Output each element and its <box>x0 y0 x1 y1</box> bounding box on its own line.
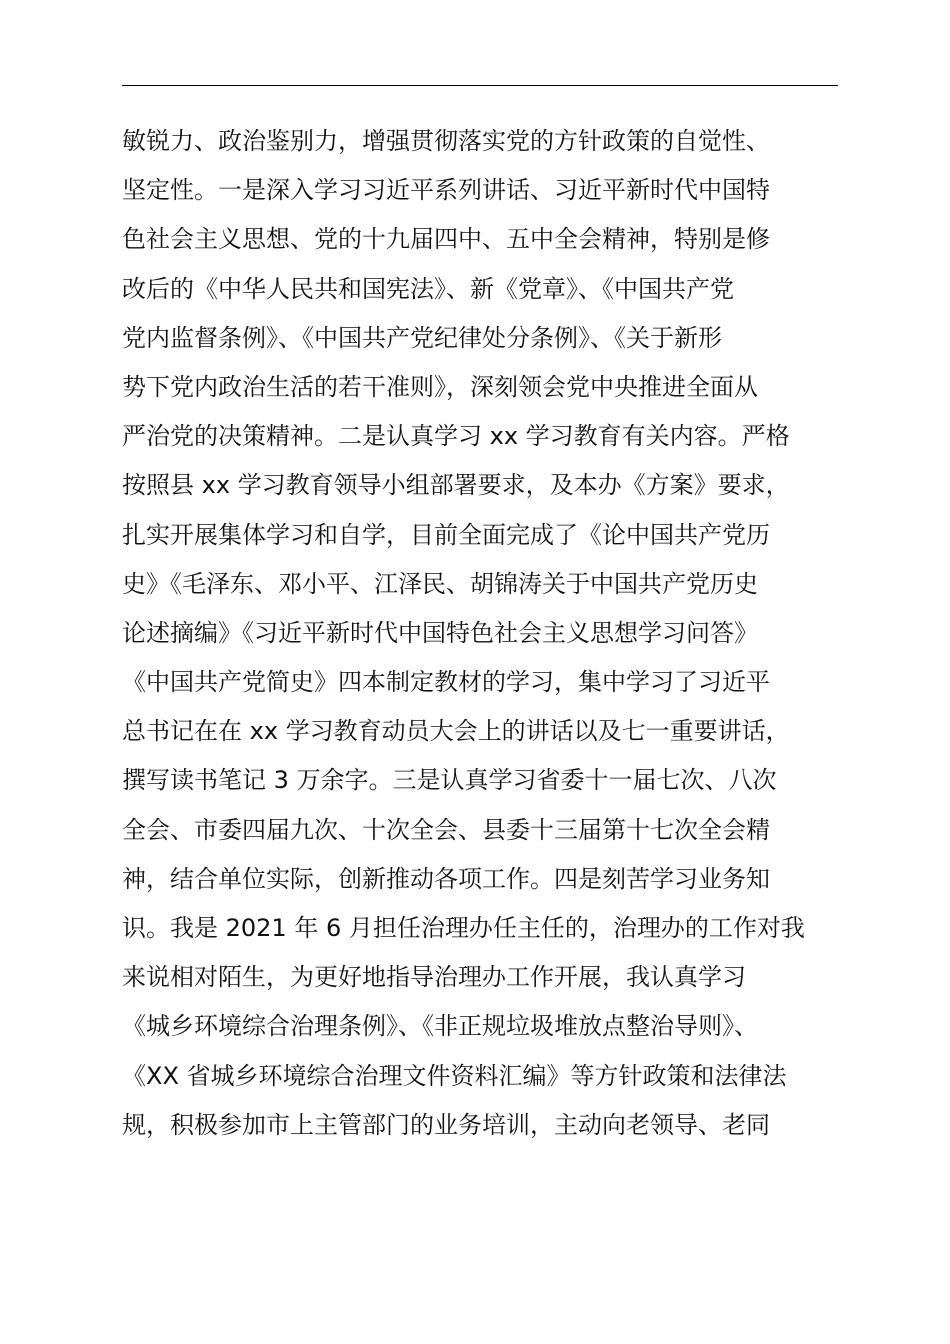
text-line: 识。我是 2021 年 6 月担任治理办任主任的，治理办的工作对我 <box>122 914 805 942</box>
text-line: 史》《毛泽东、邓小平、江泽民、胡锦涛关于中国共产党历史 <box>122 569 758 598</box>
text-line: 党内监督条例》、《中国共产党纪律处分条例》、《关于新形 <box>122 323 722 352</box>
text-line: 规，积极参加市上主管部门的业务培训，主动向老领导、老同 <box>122 1110 770 1139</box>
text-line: 色社会主义思想、党的十九届四中、五中全会精神，特别是修 <box>122 225 770 254</box>
text-line: 势下党内政治生活的若干准则》，深刻领会党中央推进全面从 <box>122 372 758 401</box>
text-line: 敏锐力、政治鉴别力，增强贯彻落实党的方针政策的自觉性、 <box>122 127 770 155</box>
text-line: 严治党的决策精神。二是认真学习 xx 学习教育有关内容。严格 <box>122 422 790 451</box>
text-line: 《城乡环境综合治理条例》、《非正规垃圾堆放点整治导则》、 <box>122 1012 758 1041</box>
text-line: 全会、市委四届九次、十次全会、县委十三届第十七次全会精 <box>122 815 770 844</box>
text-line: 撰写读书笔记 3 万余字。三是认真学习省委十一届七次、八次 <box>122 766 777 795</box>
text-line: 《中国共产党简史》四本制定教材的学习，集中学习了习近平 <box>122 668 770 697</box>
text-line: 论述摘编》《习近平新时代中国特色社会主义思想学习问答》 <box>122 618 758 647</box>
text-line: 总书记在在 xx 学习教育动员大会上的讲话以及七一重要讲话， <box>122 717 790 746</box>
text-line: 扎实开展集体学习和自学，目前全面完成了《论中国共产党历 <box>122 520 770 549</box>
text-line: 改后的《中华人民共和国宪法》、新《党章》、《中国共产党 <box>122 274 734 303</box>
body-paragraph <box>122 117 862 1150</box>
text-line: 按照县 xx 学习教育领导小组部署要求，及本办《方案》要求， <box>122 471 790 500</box>
text-line: 来说相对陌生，为更好地指导治理办工作开展，我认真学习 <box>122 963 746 992</box>
text-line: 坚定性。一是深入学习习近平系列讲话、习近平新时代中国特 <box>122 176 770 205</box>
text-line: 神，结合单位实际，创新推动各项工作。四是刻苦学习业务知 <box>122 864 770 893</box>
text-line: 《XX 省城乡环境综合治理文件资料汇编》等方针政策和法律法 <box>122 1061 787 1090</box>
header-rule <box>122 85 838 86</box>
